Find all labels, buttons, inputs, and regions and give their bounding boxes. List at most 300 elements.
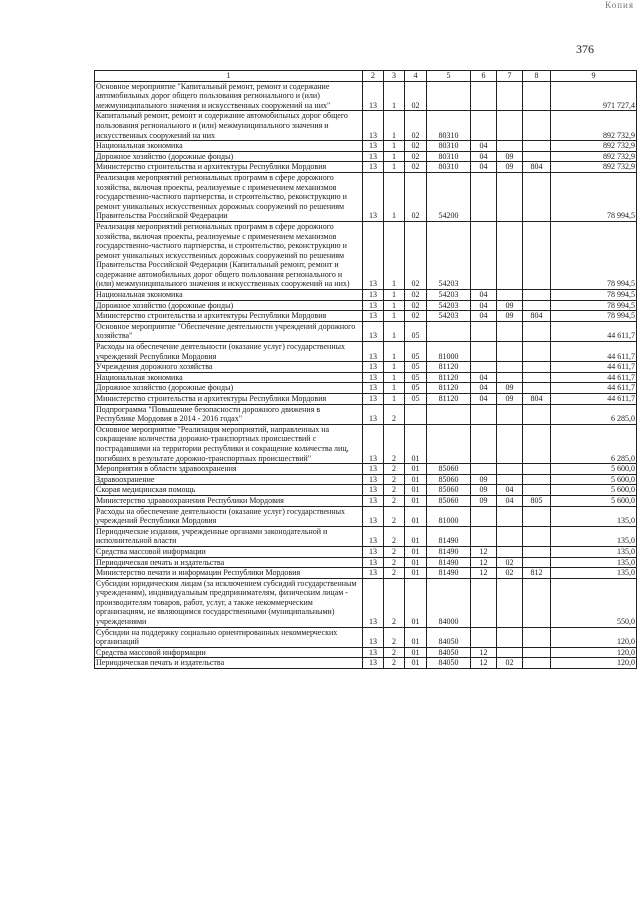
amount-cell: 120,0: [551, 647, 637, 658]
table-row: [95, 495, 637, 506]
code-ministry-cell: [523, 300, 551, 311]
code-subsection-cell: 09: [497, 300, 523, 311]
code-direction-cell: 54203: [427, 300, 471, 311]
amount-cell: 120,0: [551, 658, 637, 669]
item-name-cell: Министерство здравоохранения Республики Мордовия: [95, 495, 363, 506]
code-subprogram-cell: 1: [384, 151, 405, 162]
item-name-cell: Основное мероприятие "Капитальный ремонт, ремонт и содержание автомобильных дорог общего пользования регионального и (или) межмуниципального значения и искусственных сооружений на них": [95, 81, 363, 111]
code-subprogram-cell: 1: [384, 362, 405, 373]
code-subprogram-cell: 2: [384, 464, 405, 475]
code-program-cell: 13: [363, 526, 384, 546]
code-event-cell: 01: [405, 424, 427, 463]
code-program-cell: 13: [363, 111, 384, 141]
amount-cell: 892 732,9: [551, 141, 637, 152]
item-name-cell: Расходы на обеспечение деятельности (оказание услуг) государственных учреждений Республики Мордовия: [95, 506, 363, 526]
code-section-cell: 04: [471, 151, 497, 162]
table-row: [95, 464, 637, 475]
code-ministry-cell: [523, 557, 551, 568]
amount-cell: 5 600,0: [551, 474, 637, 485]
code-direction-cell: [427, 424, 471, 463]
code-ministry-cell: [523, 383, 551, 394]
code-program-cell: 13: [363, 362, 384, 373]
amount-cell: 971 727,4: [551, 81, 637, 111]
table-row: [95, 221, 637, 289]
code-direction-cell: 81120: [427, 372, 471, 383]
amount-cell: 44 611,7: [551, 321, 637, 341]
code-event-cell: 05: [405, 372, 427, 383]
code-event-cell: 05: [405, 342, 427, 362]
table-row: [95, 506, 637, 526]
code-direction-cell: 84050: [427, 647, 471, 658]
item-name-cell: Национальная экономика: [95, 372, 363, 383]
table-row: [95, 404, 637, 424]
code-program-cell: 13: [363, 658, 384, 669]
code-event-cell: 05: [405, 383, 427, 394]
code-event-cell: 01: [405, 495, 427, 506]
code-ministry-cell: [523, 141, 551, 152]
code-subsection-cell: [497, 362, 523, 373]
code-subsection-cell: 09: [497, 394, 523, 405]
code-section-cell: 12: [471, 557, 497, 568]
code-subprogram-cell: 2: [384, 546, 405, 557]
code-subsection-cell: 02: [497, 568, 523, 579]
code-event-cell: [405, 404, 427, 424]
amount-cell: 135,0: [551, 506, 637, 526]
code-event-cell: 02: [405, 221, 427, 289]
code-section-cell: 04: [471, 300, 497, 311]
code-subprogram-cell: 1: [384, 221, 405, 289]
code-section-cell: 12: [471, 658, 497, 669]
table-row: [95, 424, 637, 463]
code-section-cell: 12: [471, 568, 497, 579]
code-ministry-cell: 804: [523, 394, 551, 405]
code-section-cell: [471, 111, 497, 141]
item-name-cell: Капитальный ремонт, ремонт и содержание автомобильных дорог общего пользования регионального и (или) межмуниципального значения и искусственных сооружений на них: [95, 111, 363, 141]
header-cell: 8: [523, 71, 551, 82]
amount-cell: 135,0: [551, 568, 637, 579]
code-subprogram-cell: 1: [384, 172, 405, 221]
code-section-cell: [471, 342, 497, 362]
code-program-cell: 13: [363, 141, 384, 152]
code-subsection-cell: [497, 372, 523, 383]
amount-cell: 44 611,7: [551, 342, 637, 362]
amount-cell: 892 732,9: [551, 111, 637, 141]
code-program-cell: 13: [363, 424, 384, 463]
code-direction-cell: 84000: [427, 578, 471, 627]
code-ministry-cell: [523, 342, 551, 362]
table-row: [95, 647, 637, 658]
code-section-cell: 12: [471, 546, 497, 557]
code-ministry-cell: [523, 474, 551, 485]
code-subsection-cell: [497, 578, 523, 627]
code-subsection-cell: 02: [497, 658, 523, 669]
code-section-cell: 04: [471, 311, 497, 322]
code-subsection-cell: [497, 172, 523, 221]
code-event-cell: 02: [405, 151, 427, 162]
code-subsection-cell: [497, 321, 523, 341]
item-name-cell: Министерство строительства и архитектуры Республики Мордовия: [95, 394, 363, 405]
code-subprogram-cell: 1: [384, 111, 405, 141]
code-direction-cell: 81000: [427, 342, 471, 362]
amount-cell: 892 732,9: [551, 162, 637, 173]
table-row: [95, 311, 637, 322]
table-row: [95, 526, 637, 546]
header-cell: 2: [363, 71, 384, 82]
code-ministry-cell: [523, 424, 551, 463]
code-ministry-cell: [523, 658, 551, 669]
code-ministry-cell: [523, 506, 551, 526]
item-name-cell: Подпрограмма "Повышение безопасности дорожного движения в Республике Мордовия в 2014 - 2016 годах": [95, 404, 363, 424]
code-program-cell: 13: [363, 383, 384, 394]
amount-cell: 135,0: [551, 546, 637, 557]
code-ministry-cell: [523, 647, 551, 658]
amount-cell: 550,0: [551, 578, 637, 627]
code-program-cell: 13: [363, 404, 384, 424]
code-subsection-cell: [497, 627, 523, 647]
item-name-cell: Периодическая печать и издательства: [95, 658, 363, 669]
code-event-cell: 01: [405, 568, 427, 579]
code-program-cell: 13: [363, 568, 384, 579]
code-section-cell: [471, 424, 497, 463]
code-section-cell: [471, 321, 497, 341]
code-program-cell: 13: [363, 151, 384, 162]
header-cell: 7: [497, 71, 523, 82]
code-ministry-cell: [523, 578, 551, 627]
header-row: [95, 71, 637, 82]
code-subprogram-cell: 1: [384, 311, 405, 322]
header-cell: 3: [384, 71, 405, 82]
code-event-cell: 01: [405, 485, 427, 496]
code-program-cell: 13: [363, 342, 384, 362]
code-program-cell: 13: [363, 162, 384, 173]
code-ministry-cell: 804: [523, 162, 551, 173]
code-direction-cell: 85060: [427, 495, 471, 506]
code-subprogram-cell: 2: [384, 647, 405, 658]
code-subsection-cell: [497, 81, 523, 111]
code-direction-cell: 54203: [427, 311, 471, 322]
code-program-cell: 13: [363, 300, 384, 311]
code-section-cell: 12: [471, 647, 497, 658]
item-name-cell: Средства массовой информации: [95, 647, 363, 658]
code-ministry-cell: 804: [523, 311, 551, 322]
item-name-cell: Учреждения дорожного хозяйства: [95, 362, 363, 373]
item-name-cell: Министерство печати и информации Республики Мордовия: [95, 568, 363, 579]
code-subprogram-cell: 2: [384, 424, 405, 463]
amount-cell: 892 732,9: [551, 151, 637, 162]
table-row: [95, 627, 637, 647]
code-event-cell: 01: [405, 557, 427, 568]
code-section-cell: [471, 172, 497, 221]
amount-cell: 6 285,0: [551, 404, 637, 424]
item-name-cell: Дорожное хозяйство (дорожные фонды): [95, 383, 363, 394]
code-section-cell: 04: [471, 394, 497, 405]
code-ministry-cell: [523, 372, 551, 383]
code-subsection-cell: 09: [497, 383, 523, 394]
amount-cell: 44 611,7: [551, 383, 637, 394]
item-name-cell: Основное мероприятие "Реализация мероприятий, направленных на сокращение количества дорожно-транспортных происшествий с пострадавшими на территории республики и сокращение количества лиц, погибших в результате дорожно-транспортных происшествий": [95, 424, 363, 463]
code-subprogram-cell: 1: [384, 372, 405, 383]
code-subsection-cell: [497, 506, 523, 526]
code-subsection-cell: 02: [497, 557, 523, 568]
code-program-cell: 13: [363, 627, 384, 647]
code-ministry-cell: [523, 485, 551, 496]
code-section-cell: [471, 464, 497, 475]
code-section-cell: 09: [471, 495, 497, 506]
amount-cell: 120,0: [551, 627, 637, 647]
amount-cell: 78 994,5: [551, 300, 637, 311]
code-subprogram-cell: 2: [384, 658, 405, 669]
code-program-cell: 13: [363, 557, 384, 568]
code-event-cell: 02: [405, 81, 427, 111]
page-number: 376: [576, 42, 594, 56]
code-program-cell: 13: [363, 221, 384, 289]
code-ministry-cell: [523, 362, 551, 373]
code-subsection-cell: [497, 647, 523, 658]
code-event-cell: 02: [405, 290, 427, 301]
code-direction-cell: 85060: [427, 485, 471, 496]
code-subprogram-cell: 2: [384, 495, 405, 506]
header-cell: 5: [427, 71, 471, 82]
code-section-cell: 04: [471, 290, 497, 301]
code-subsection-cell: 09: [497, 162, 523, 173]
code-subsection-cell: [497, 546, 523, 557]
code-event-cell: 01: [405, 546, 427, 557]
code-subprogram-cell: 1: [384, 300, 405, 311]
item-name-cell: Реализация мероприятий региональных программ в сфере дорожного хозяйства, включая проекты, реализуемые с применением механизмов государственно-частного партнерства, и строительство, реконструкцию и ремонт уникальных искусственных дорожных сооружений по решениям Правительства Российской Федерации (Капитальный ремонт, ремонт и содержание автомобильных дорог общего пользования регионального и (или) межмуниципального значения и искусственных сооружений на них): [95, 221, 363, 289]
code-direction-cell: 81490: [427, 557, 471, 568]
amount-cell: 78 994,5: [551, 172, 637, 221]
code-event-cell: 05: [405, 394, 427, 405]
code-section-cell: [471, 362, 497, 373]
table-row: [95, 372, 637, 383]
code-event-cell: 01: [405, 578, 427, 627]
code-program-cell: 13: [363, 495, 384, 506]
item-name-cell: Министерство строительства и архитектуры Республики Мордовия: [95, 311, 363, 322]
code-section-cell: [471, 627, 497, 647]
code-subsection-cell: 04: [497, 495, 523, 506]
code-subprogram-cell: 1: [384, 321, 405, 341]
code-ministry-cell: [523, 404, 551, 424]
table-row: [95, 111, 637, 141]
code-ministry-cell: [523, 290, 551, 301]
code-section-cell: [471, 221, 497, 289]
code-direction-cell: 81490: [427, 568, 471, 579]
table-row: [95, 474, 637, 485]
code-direction-cell: 54200: [427, 172, 471, 221]
code-subprogram-cell: 2: [384, 485, 405, 496]
code-event-cell: 02: [405, 111, 427, 141]
item-name-cell: Министерство строительства и архитектуры Республики Мордовия: [95, 162, 363, 173]
code-direction-cell: 81490: [427, 546, 471, 557]
code-ministry-cell: [523, 526, 551, 546]
code-subprogram-cell: 2: [384, 526, 405, 546]
code-subsection-cell: [497, 404, 523, 424]
amount-cell: 44 611,7: [551, 362, 637, 373]
amount-cell: 135,0: [551, 557, 637, 568]
code-section-cell: [471, 81, 497, 111]
code-subsection-cell: [497, 290, 523, 301]
item-name-cell: Средства массовой информации: [95, 546, 363, 557]
code-subsection-cell: 09: [497, 311, 523, 322]
code-direction-cell: [427, 404, 471, 424]
code-subprogram-cell: 2: [384, 474, 405, 485]
code-event-cell: 02: [405, 311, 427, 322]
table-row: [95, 342, 637, 362]
table-row: [95, 300, 637, 311]
code-ministry-cell: 805: [523, 495, 551, 506]
code-event-cell: 05: [405, 321, 427, 341]
code-ministry-cell: 812: [523, 568, 551, 579]
code-program-cell: 13: [363, 394, 384, 405]
table-row: [95, 321, 637, 341]
code-program-cell: 13: [363, 647, 384, 658]
code-subprogram-cell: 2: [384, 506, 405, 526]
code-direction-cell: [427, 321, 471, 341]
code-program-cell: 13: [363, 372, 384, 383]
table-row: [95, 546, 637, 557]
code-event-cell: 01: [405, 506, 427, 526]
code-event-cell: 05: [405, 362, 427, 373]
table-row: [95, 485, 637, 496]
code-direction-cell: 54203: [427, 290, 471, 301]
header-cell: 4: [405, 71, 427, 82]
amount-cell: 78 994,5: [551, 290, 637, 301]
code-subprogram-cell: 1: [384, 342, 405, 362]
code-subprogram-cell: 1: [384, 81, 405, 111]
amount-cell: 78 994,5: [551, 221, 637, 289]
code-direction-cell: 84050: [427, 627, 471, 647]
item-name-cell: Периодические издания, учрежденные органами законодательной и исполнительной власти: [95, 526, 363, 546]
code-direction-cell: 81120: [427, 394, 471, 405]
table-row: [95, 658, 637, 669]
item-name-cell: Периодическая печать и издательства: [95, 557, 363, 568]
code-ministry-cell: [523, 221, 551, 289]
code-ministry-cell: [523, 111, 551, 141]
code-subsection-cell: [497, 221, 523, 289]
code-event-cell: 02: [405, 162, 427, 173]
code-subprogram-cell: 1: [384, 162, 405, 173]
code-event-cell: 01: [405, 464, 427, 475]
code-event-cell: 02: [405, 300, 427, 311]
amount-cell: 44 611,7: [551, 394, 637, 405]
code-subsection-cell: [497, 141, 523, 152]
amount-cell: 5 600,0: [551, 464, 637, 475]
amount-cell: 44 611,7: [551, 372, 637, 383]
code-section-cell: [471, 506, 497, 526]
amount-cell: 5 600,0: [551, 495, 637, 506]
item-name-cell: Расходы на обеспечение деятельности (оказание услуг) государственных учреждений Республики Мордовия: [95, 342, 363, 362]
budget-table: [94, 70, 637, 669]
code-ministry-cell: [523, 172, 551, 221]
header-cell: 9: [551, 71, 637, 82]
code-program-cell: 13: [363, 311, 384, 322]
code-subprogram-cell: 2: [384, 568, 405, 579]
code-ministry-cell: [523, 464, 551, 475]
code-program-cell: 13: [363, 464, 384, 475]
item-name-cell: Субсидии на поддержку социально ориентированных некоммерческих организаций: [95, 627, 363, 647]
code-section-cell: 04: [471, 372, 497, 383]
amount-cell: 5 600,0: [551, 485, 637, 496]
item-name-cell: Национальная экономика: [95, 141, 363, 152]
code-direction-cell: 80310: [427, 162, 471, 173]
item-name-cell: Здравоохранение: [95, 474, 363, 485]
code-ministry-cell: [523, 627, 551, 647]
code-direction-cell: 84050: [427, 658, 471, 669]
code-program-cell: 13: [363, 290, 384, 301]
table-row: [95, 578, 637, 627]
header-cell: 6: [471, 71, 497, 82]
code-subsection-cell: [497, 464, 523, 475]
code-section-cell: [471, 526, 497, 546]
table-row: [95, 557, 637, 568]
code-direction-cell: 80310: [427, 151, 471, 162]
code-section-cell: 04: [471, 383, 497, 394]
code-program-cell: 13: [363, 546, 384, 557]
table-body: [95, 81, 637, 668]
code-section-cell: [471, 404, 497, 424]
table-row: [95, 151, 637, 162]
table-row: [95, 141, 637, 152]
code-subsection-cell: [497, 474, 523, 485]
code-program-cell: 13: [363, 81, 384, 111]
code-section-cell: 09: [471, 485, 497, 496]
code-program-cell: 13: [363, 506, 384, 526]
code-direction-cell: 81000: [427, 506, 471, 526]
code-direction-cell: [427, 81, 471, 111]
item-name-cell: Национальная экономика: [95, 290, 363, 301]
code-ministry-cell: [523, 151, 551, 162]
item-name-cell: Основное мероприятие "Обеспечение деятельности учреждений дорожного хозяйства": [95, 321, 363, 341]
code-section-cell: [471, 578, 497, 627]
code-ministry-cell: [523, 321, 551, 341]
code-direction-cell: 81120: [427, 383, 471, 394]
code-subsection-cell: [497, 111, 523, 141]
code-program-cell: 13: [363, 485, 384, 496]
code-subprogram-cell: 2: [384, 627, 405, 647]
code-direction-cell: 81120: [427, 362, 471, 373]
code-event-cell: 01: [405, 627, 427, 647]
code-event-cell: 01: [405, 658, 427, 669]
table-row: [95, 172, 637, 221]
item-name-cell: Дорожное хозяйство (дорожные фонды): [95, 151, 363, 162]
table-row: [95, 290, 637, 301]
code-subsection-cell: [497, 424, 523, 463]
amount-cell: 78 994,5: [551, 311, 637, 322]
code-subprogram-cell: 1: [384, 141, 405, 152]
code-direction-cell: 54203: [427, 221, 471, 289]
code-subprogram-cell: 2: [384, 557, 405, 568]
code-subsection-cell: [497, 342, 523, 362]
table-row: [95, 362, 637, 373]
code-section-cell: 04: [471, 162, 497, 173]
corner-mark: Копия: [605, 0, 634, 10]
code-ministry-cell: [523, 81, 551, 111]
code-subsection-cell: 04: [497, 485, 523, 496]
item-name-cell: Мероприятия в области здравоохранения: [95, 464, 363, 475]
item-name-cell: Скорая медицинская помощь: [95, 485, 363, 496]
code-program-cell: 13: [363, 474, 384, 485]
table-row: [95, 568, 637, 579]
code-direction-cell: 80310: [427, 111, 471, 141]
code-section-cell: 04: [471, 141, 497, 152]
code-subprogram-cell: 1: [384, 394, 405, 405]
table-row: [95, 383, 637, 394]
code-subsection-cell: 09: [497, 151, 523, 162]
code-section-cell: 09: [471, 474, 497, 485]
code-event-cell: 01: [405, 647, 427, 658]
item-name-cell: Реализация мероприятий региональных программ в сфере дорожного хозяйства, включая проекты, реализуемые с применением механизмов государственно-частного партнерства, и строительство, реконструкцию и ремонт уникальных искусственных дорожных сооружений по решениям Правительства Российской Федерации: [95, 172, 363, 221]
code-event-cell: 02: [405, 141, 427, 152]
